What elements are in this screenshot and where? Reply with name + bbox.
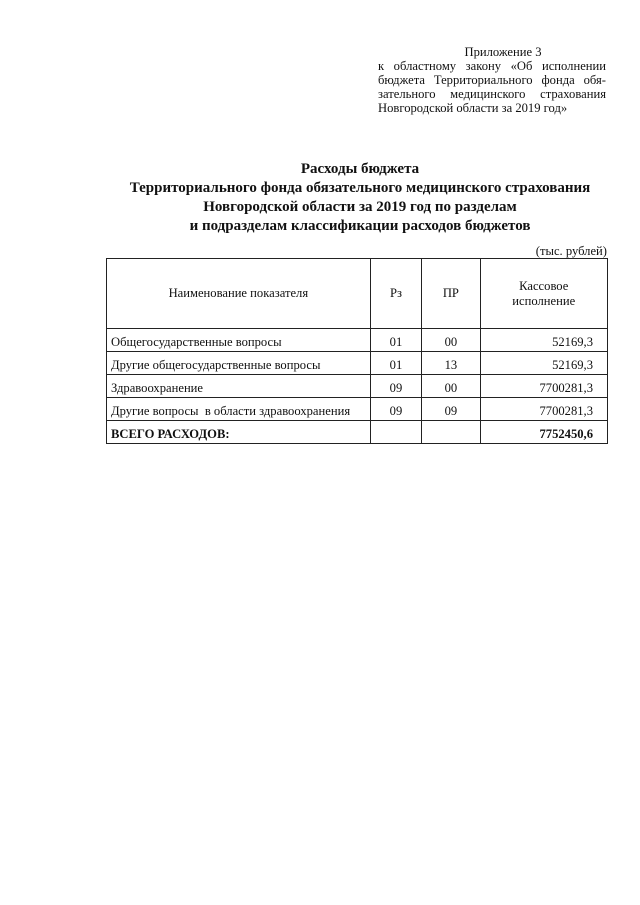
row-sum: 7700281,3 xyxy=(480,398,608,421)
row-rz: 09 xyxy=(370,375,422,398)
table-header-row xyxy=(107,259,608,329)
appendix-line: зательного медицинского страхования xyxy=(378,87,606,101)
table-row xyxy=(107,375,608,398)
row-pr: 13 xyxy=(422,352,480,375)
title-line: Расходы бюджета xyxy=(300,161,420,177)
header-rz: Рз xyxy=(370,259,422,329)
appendix-line: к областному закону «Об исполнении xyxy=(378,59,606,73)
total-pr xyxy=(422,421,480,444)
header-name: Наименование показателя xyxy=(107,259,371,329)
row-name: Здравоохранение xyxy=(107,375,371,398)
expenses-table xyxy=(106,258,608,444)
header-sum xyxy=(480,259,608,329)
header-sum-line: Кассовое xyxy=(519,278,569,293)
appendix-line: Новгородской области за 2019 год» xyxy=(378,101,568,115)
row-rz: 01 xyxy=(370,329,422,352)
row-pr: 00 xyxy=(422,329,480,352)
units-label: (тыс. рублей) xyxy=(535,244,607,258)
table-row xyxy=(107,398,608,421)
title-line: Новгородской области за 2019 год по разделам xyxy=(203,199,517,215)
row-name: Другие вопросы в области здравоохранения xyxy=(107,398,371,421)
row-pr: 09 xyxy=(422,398,480,421)
appendix-title: Приложение 3 xyxy=(464,45,542,59)
title-line: Территориального фонда обязательного медицинского страхования xyxy=(129,180,591,196)
document-title xyxy=(60,160,640,236)
row-sum: 52169,3 xyxy=(480,329,608,352)
row-name: Общегосударственные вопросы xyxy=(107,329,371,352)
table-row xyxy=(107,352,608,375)
row-rz: 01 xyxy=(370,352,422,375)
table-row xyxy=(107,329,608,352)
title-line: и подразделам классификации расходов бюджетов xyxy=(189,218,531,234)
total-name: ВСЕГО РАСХОДОВ: xyxy=(107,421,371,444)
row-sum: 7700281,3 xyxy=(480,375,608,398)
header-sum-line: исполнение xyxy=(512,293,576,308)
total-sum: 7752450,6 xyxy=(480,421,608,444)
appendix-note xyxy=(378,45,606,115)
header-pr: ПР xyxy=(422,259,480,329)
total-row xyxy=(107,421,608,444)
row-sum: 52169,3 xyxy=(480,352,608,375)
appendix-line: бюджета Территориального фонда обя- xyxy=(378,73,606,87)
row-name: Другие общегосударственные вопросы xyxy=(107,352,371,375)
row-pr: 00 xyxy=(422,375,480,398)
total-rz xyxy=(370,421,422,444)
row-rz: 09 xyxy=(370,398,422,421)
